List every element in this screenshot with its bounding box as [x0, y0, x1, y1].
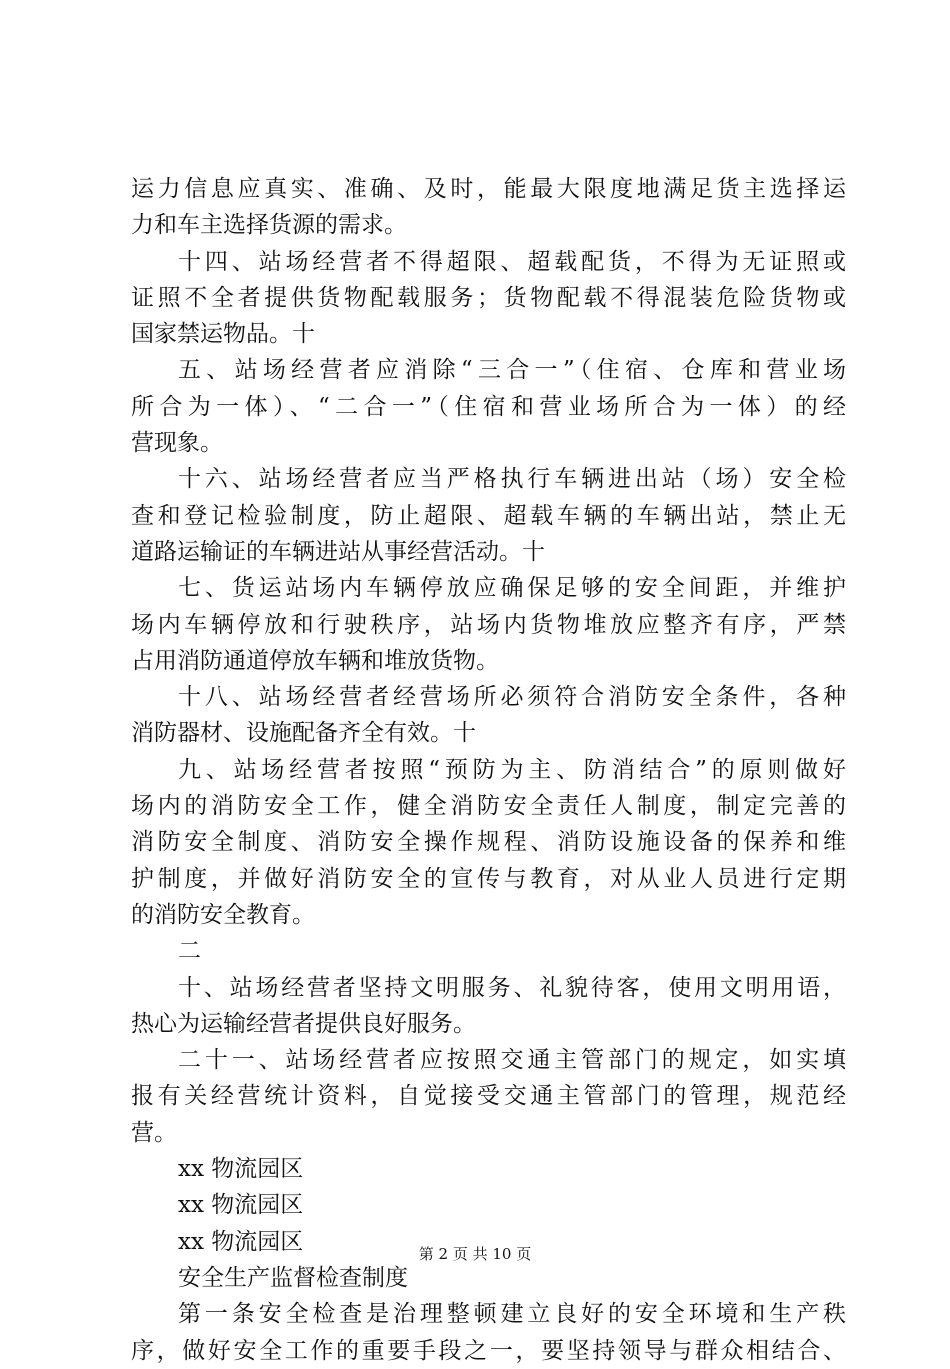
text-line: 十、站场经营者坚持文明服务、礼貌待客，使用文明用语， — [178, 974, 846, 1001]
text-line: 九、站场经营者按照“预防为主、防消结合”的原则做好 — [178, 756, 846, 783]
page-footer: 第 2 页 共 10 页 — [418, 1245, 532, 1263]
text-line: 营现象。 — [131, 430, 223, 457]
text-line: 查和登记检验制度，防止超限、超载车辆的车辆出站，禁止无 — [131, 502, 846, 529]
text-line: 第一条安全检查是治理整顿建立良好的安全环境和生产秩 — [178, 1301, 846, 1328]
text-line: 道路运输证的车辆进站从事经营活动。十 — [131, 538, 545, 565]
text-line: 二十一、站场经营者应按照交通主管部门的规定，如实填 — [178, 1047, 846, 1074]
text-line: xx 物流园区 — [178, 1228, 304, 1255]
text-line: xx 物流园区 — [178, 1156, 304, 1183]
text-line: 序，做好安全工作的重要手段之一，要坚持领导与群众相结合、 — [131, 1337, 846, 1364]
text-line: 所合为一体）、“二合一”（住宿和营业场所合为一体）的经 — [131, 393, 846, 420]
text-line: 国家禁运物品。十 — [131, 321, 315, 348]
document-body — [131, 171, 846, 1369]
text-line: 证照不全者提供货物配载服务；货物配载不得混装危险货物或 — [131, 284, 846, 311]
text-line: 五、站场经营者应消除“三合一”（住宿、仓库和营业场 — [178, 357, 846, 384]
text-line: 力和车主选择货源的需求。 — [131, 212, 407, 239]
text-line: 消防安全制度、消防安全操作规程、消防设施设备的保养和维 — [131, 829, 846, 856]
text-line: 十四、站场经营者不得超限、超载配货，不得为无证照或 — [178, 248, 846, 275]
text-line: 场内的消防安全工作，健全消防安全责任人制度，制定完善的 — [131, 793, 846, 820]
text-line: 报有关经营统计资料，自觉接受交通主管部门的管理，规范经 — [131, 1083, 846, 1110]
text-line: xx 物流园区 — [178, 1192, 304, 1219]
text-line: 十六、站场经营者应当严格执行车辆进出站（场）安全检 — [178, 466, 846, 493]
text-line: 安全生产监督检查制度 — [178, 1264, 408, 1291]
text-line: 消防器材、设施配备齐全有效。十 — [131, 720, 476, 747]
text-line: 占用消防通道停放车辆和堆放货物。 — [131, 647, 499, 674]
text-line: 的消防安全教育。 — [131, 901, 315, 928]
text-line: 营。 — [131, 1119, 177, 1146]
text-line: 二 — [178, 938, 201, 965]
text-line: 热心为运输经营者提供良好服务。 — [131, 1010, 476, 1037]
text-line: 护制度，并做好消防安全的宣传与教育，对从业人员进行定期 — [131, 865, 846, 892]
text-line: 运力信息应真实、准确、及时，能最大限度地满足货主选择运 — [131, 176, 846, 202]
text-line: 十八、站场经营者经营场所必须符合消防安全条件，各种 — [178, 684, 846, 711]
text-line: 七、货运站场内车辆停放应确保足够的安全间距，并维护 — [178, 575, 846, 602]
text-line: 场内车辆停放和行驶秩序，站场内货物堆放应整齐有序，严禁 — [131, 611, 846, 638]
